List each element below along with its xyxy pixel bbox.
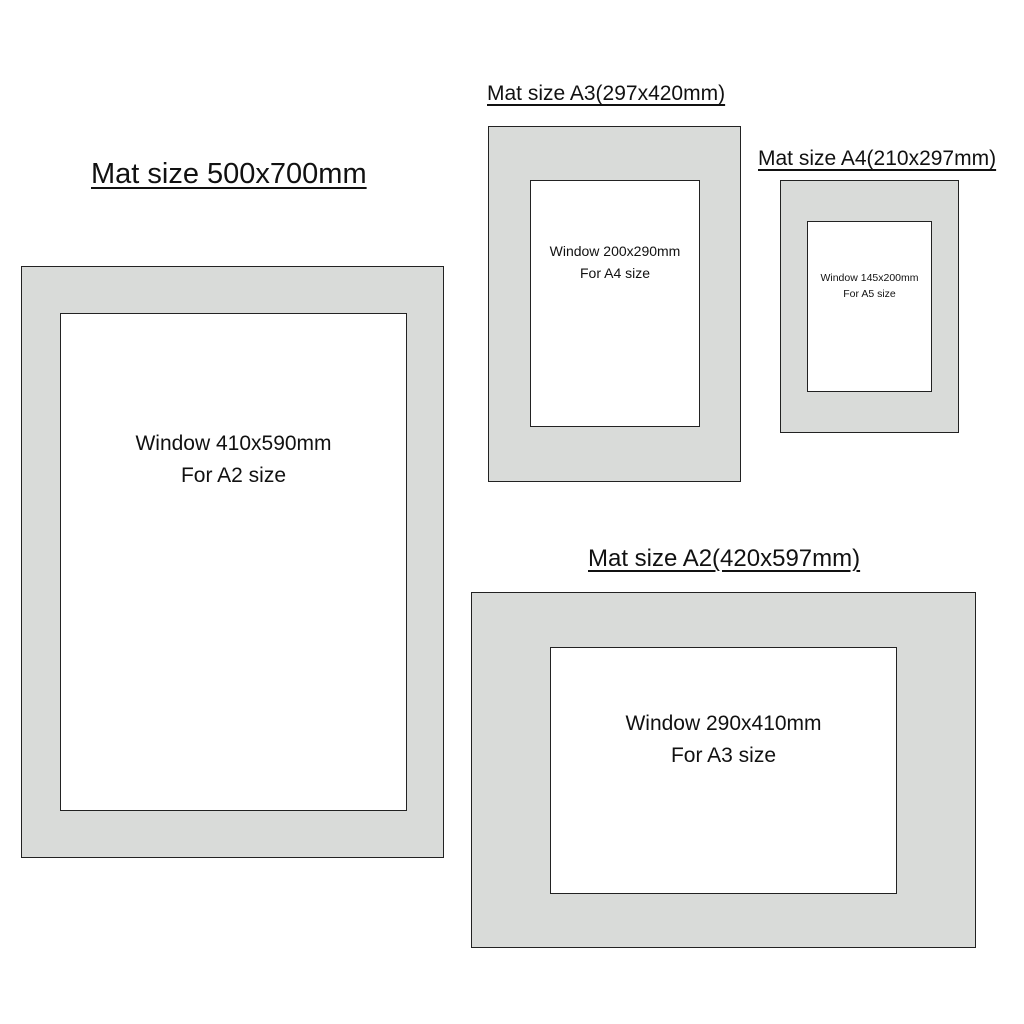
window-paper-label: For A3 size [670,744,777,767]
window-size-label: Window 290x410mm [625,712,822,735]
mat-a3-title: Mat size A3(297x420mm) [487,82,726,105]
mat-a3 [488,126,741,482]
window-paper-label: For A4 size [579,265,651,281]
mat-500x700-title: Mat size 500x700mm [91,158,367,190]
window-size-label: Window 200x290mm [549,243,681,259]
window-size-label: Window 410x590mm [135,432,332,455]
window-paper-label: For A2 size [180,464,287,487]
mat-500x700 [21,266,444,858]
mat-a4 [780,180,959,433]
mat-a2-title: Mat size A2(420x597mm) [588,545,861,572]
mat-a2 [471,592,976,948]
window-paper-label: For A5 size [843,288,896,300]
mat-a2-window [550,647,897,894]
mat-a3-window [530,180,700,427]
mat-500x700-window [60,313,407,811]
window-size-label: Window 145x200mm [820,272,919,284]
mat-a4-window [807,221,932,392]
mat-a4-title: Mat size A4(210x297mm) [758,147,997,170]
